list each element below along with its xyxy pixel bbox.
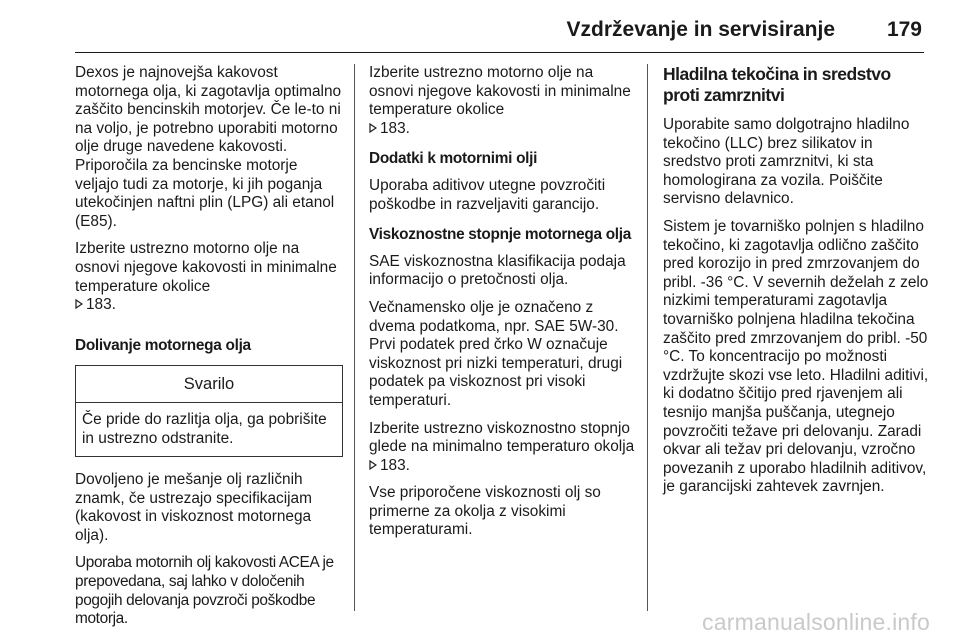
header-rule [75,52,924,53]
paragraph-text: Izberite ustrezno viskoznostno stopnjo glede na minimalno temperaturo okolja [369,419,635,456]
paragraph: Uporaba motornih olj kakovosti ACEA je prepovedana, saj lahko v določenih pogojih delovanja povzroči poškodbe motorja. [75,554,334,628]
section-heading: Hladilna tekočina in sredstvo proti zamrznitvi [663,64,891,105]
paragraph: Uporaba aditivov utegne povzročiti poškodbe in razveljaviti garancijo. [369,176,606,213]
page-reference-arrow-icon [369,460,377,470]
column-left [75,64,343,638]
paragraph: Uporabite samo dolgotrajno hladilno tekočino (LLC) brez silikatov in sredstvo proti zamrznitvi, ki sta homologirana za vozila. Poiščite servisno delavnico. [663,116,910,208]
page-reference-arrow-icon [369,123,377,133]
section-title: Vzdrževanje in servisiranje [566,18,835,41]
paragraph [75,240,343,314]
page-number: 179 [886,18,922,41]
column-middle [369,64,637,549]
paragraph: SAE viskoznostna klasifikacija podaja informacijo o pretočnosti olja. [369,252,626,289]
warning-box [75,365,343,457]
warning-title: Svarilo [76,366,342,403]
column-divider [354,64,355,611]
paragraph-text: Izberite ustrezno motorno olje na osnovi njegove kakovosti in minimalne temperature okolice [75,240,337,295]
section-heading: Dodatki k motornimi olji [369,150,538,168]
paragraph: Dexos je najnovejša kakovost motornega olja, ki zagotavlja optimalno zaščito bencinskih motorjev. Če le-to ni na voljo, je potrebno uporabiti motorno olje druge navedene kakovosti. Priporočila za bencinske motorje veljajo tudi za motorje, ki jih poganja utekočinjen naftni plin (LPG) ali etanol (E85). [75,64,342,230]
paragraph [369,420,637,476]
page-reference-arrow-icon [75,299,83,309]
warning-text: Če pride do razlitja olja, ga pobrišite in ustrezno odstranite. [82,410,327,447]
paragraph: Večnamensko olje je označeno z dvema podatkoma, npr. SAE 5W-30. Prvi podatek pred črko W označuje viskoznost pri nizki temperaturi, drugi podatek pa viskoznost pri visoki temperaturi. [369,298,623,409]
page-reference-link[interactable]: 183. [380,119,410,137]
watermark: carmanualsonline.info [702,609,930,635]
column-right [663,64,929,506]
paragraph: Dovoljeno je mešanje olj različnih znamk, če ustrezajo specifikacijam (kakovost in viskoznost motornega olja). [75,471,312,544]
paragraph: Vse priporočene viskoznosti olj so primerne za okolja z visokimi temperaturami. [369,484,601,539]
paragraph [369,64,637,138]
section-heading: Dolivanje motornega olja [75,336,251,354]
section-heading: Viskoznostne stopnje motornega olja [369,226,632,244]
column-divider [647,64,648,611]
paragraph-text: Izberite ustrezno motorno olje na osnovi njegove kakovosti in minimalne temperature okolice [369,64,631,119]
paragraph: Sistem je tovarniško polnjen s hladilno tekočino, ki zagotavlja odlično zaščito pred korozijo in pred zmrzovanjem do pribl. -36 °C. V severnih deželah z zelo nizkimi temperaturami zagotavlja tovarniško polnjena hladilna tekočina zaščito pred zmrzovanjem do pribl. -50 °C. To koncentracijo po možnosti vzdržujte skozi vse leto. Hladilni aditivi, ki dodatno ščitijo pred rjavenjem ali tesnijo manjša puščanja, utegnejo povzročiti težave pri delovanju. Zaradi okvar ali težav pri delovanju, vzročno povezanih z uporabo hladilnih aditivov, je garancijski zahtevek zavrnjen. [663,217,929,496]
page-reference-link[interactable]: 183. [380,456,410,474]
page-reference-link[interactable]: 183. [86,296,116,314]
